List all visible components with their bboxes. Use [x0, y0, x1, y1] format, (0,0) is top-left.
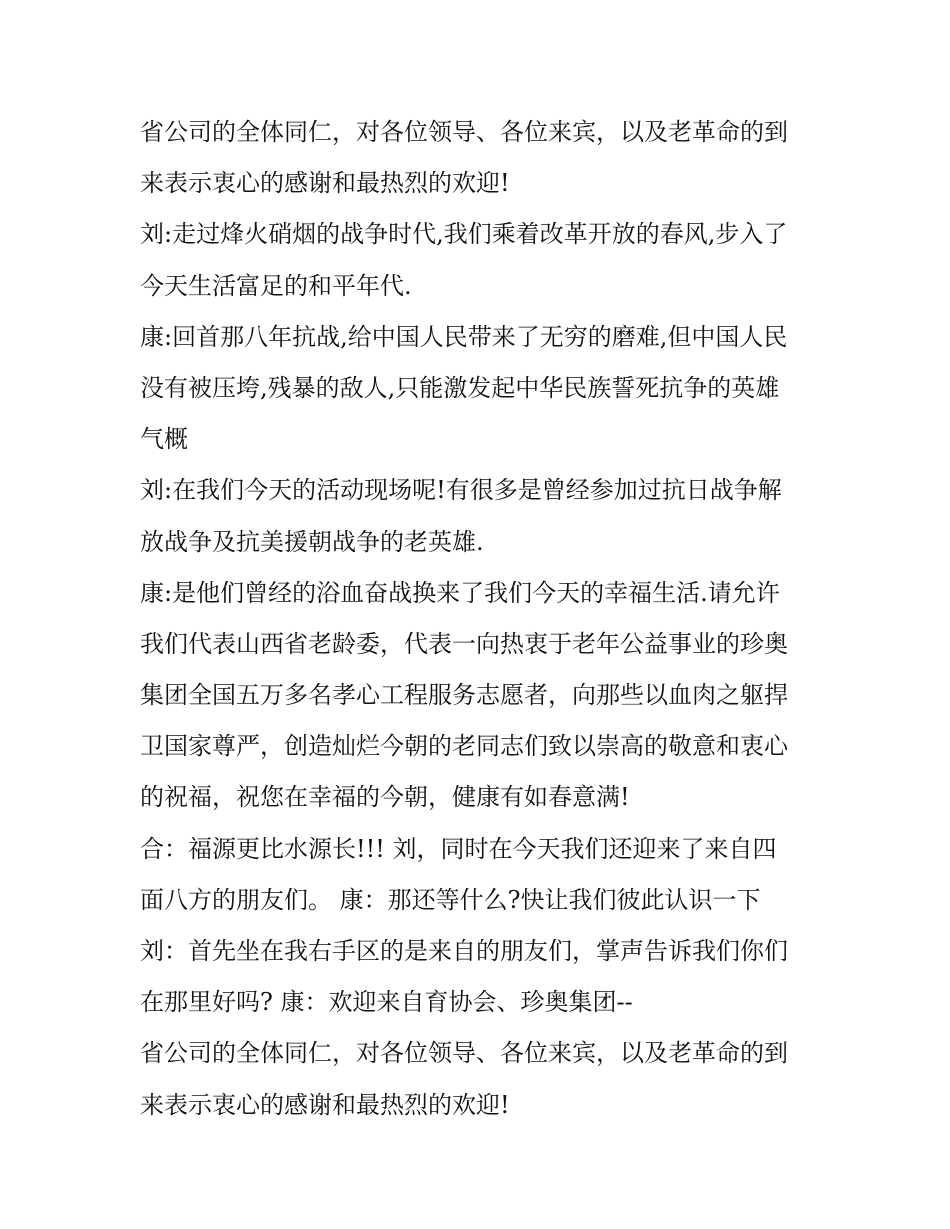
text-line-15: 合：福源更比水源长!!! 刘，同时在今天我们还迎来了来自四 [140, 834, 777, 863]
text-line-20: 来表示衷心的感谢和最热烈的欢迎! [140, 1090, 510, 1119]
document-body [140, 107, 820, 1131]
text-line-14: 的祝福，祝您在幸福的今朝，健康有如春意满! [140, 783, 630, 812]
text-line-17: 刘：首先坐在我右手区的是来自的朋友们，掌声告诉我们你们 [140, 937, 788, 965]
text-line-3: 刘:走过烽火硝烟的战争时代,我们乘着改革开放的春风,步入了 [140, 220, 788, 249]
text-line-5: 康:回首那八年抗战,给中国人民带来了无穷的磨难,但中国人民 [140, 322, 788, 351]
text-line-12: 集团全国五万多名孝心工程服务志愿者，向那些以血肉之躯捍 [140, 681, 788, 710]
text-line-7: 气概 [140, 425, 188, 454]
text-line-19: 省公司的全体同仁，对各位领导、各位来宾，以及老革命的到 [140, 1039, 788, 1068]
text-line-2: 来表示衷心的感谢和最热烈的欢迎! [140, 169, 510, 198]
text-line-11: 我们代表山西省老龄委，代表一向热衷于老年公益事业的珍奥 [140, 629, 788, 658]
text-line-1: 省公司的全体同仁，对各位领导、各位来宾，以及老革命的到 [140, 118, 788, 146]
text-line-18: 在那里好吗? 康：欢迎来自育协会、珍奥集团-- [140, 988, 633, 1017]
text-line-4: 今天生活富足的和平年代. [140, 271, 412, 300]
text-line-10: 康:是他们曾经的浴血奋战换来了我们今天的幸福生活.请允许 [140, 578, 780, 607]
text-line-16: 面八方的朋友们。 康：那还等什么?快让我们彼此认识一下 [140, 885, 761, 914]
text-line-8: 刘:在我们今天的活动现场呢!有很多是曾经参加过抗日战争解 [140, 476, 782, 505]
text-line-13: 卫国家尊严，创造灿烂今朝的老同志们致以崇高的敬意和衷心 [140, 732, 788, 761]
text-line-9: 放战争及抗美援朝战争的老英雄. [140, 527, 484, 556]
text-line-6: 没有被压垮,残暴的敌人,只能激发起中华民族誓死抗争的英雄 [140, 373, 780, 402]
